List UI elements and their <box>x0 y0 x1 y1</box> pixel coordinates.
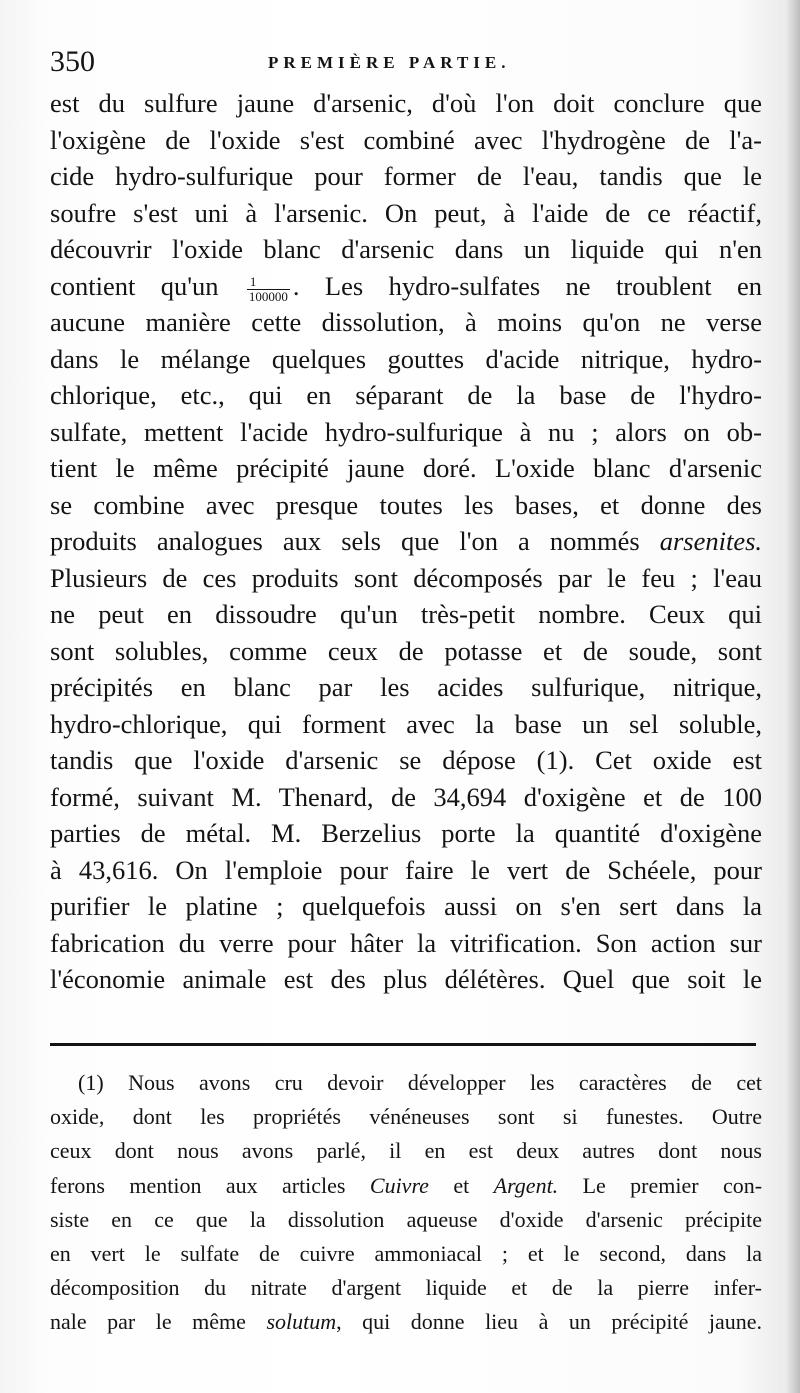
text-line: l'économie animale est des plus délétères. Quel que soit le <box>50 964 762 994</box>
text-line: tandis que l'oxide d'arsenic se dépose (1). Cet oxide est <box>50 745 762 775</box>
footnote-line: en vert le sulfate de cuivre ammoniacal ; et le second, dans la <box>50 1240 762 1266</box>
text-line: formé, suivant M. Thenard, de 34,694 d'oxigène et de 100 <box>50 781 762 812</box>
text-line-with-italic <box>50 523 762 560</box>
page-header <box>50 42 760 82</box>
text-line: dans le mélange quelques gouttes d'acide nitrique, hydro- <box>50 343 762 374</box>
text-line: l'oxigène de l'oxide s'est combiné avec l'hydrogène de l'a- <box>50 124 762 155</box>
text-line: purifier le platine ; quelquefois aussi on s'en sert dans la <box>50 891 762 921</box>
footnote <box>50 1066 762 1340</box>
running-title: PREMIÈRE PARTIE. <box>268 53 511 72</box>
text-line: cide hydro-sulfurique pour former de l'eau, tandis que le <box>50 161 762 191</box>
footnote-separator-rule <box>50 1043 756 1046</box>
text-segment: Le premier con- <box>582 1172 763 1198</box>
page-number: 350 <box>50 45 95 78</box>
text-segment: contient qu'un <box>50 270 219 301</box>
text-line: à 43,616. On l'emploie pour faire le vert de Schéele, pour <box>50 854 762 885</box>
text-line: ne peut en dissoudre qu'un très-petit nombre. Ceux qui <box>50 599 762 629</box>
fraction-denominator: 100000 <box>248 288 288 304</box>
text-line: fabrication du verre pour hâter la vitrification. Son action sur <box>50 927 762 958</box>
text-line-with-fraction <box>50 268 762 305</box>
text-line: sont solubles, comme ceux de potasse et de soude, sont <box>50 635 762 666</box>
text-segment: et <box>453 1172 470 1198</box>
text-line: aucune manière cette dissolution, à moins qu'on ne verse <box>50 307 762 337</box>
text-segment: . Les hydro-sulfates ne troublent en <box>292 270 763 301</box>
text-line: découvrir l'oxide blanc d'arsenic dans un liquide qui n'en <box>50 234 762 264</box>
text-line: chlorique, etc., qui en séparant de la base de l'hydro- <box>50 380 762 410</box>
fraction <box>247 275 290 304</box>
text-line: sulfate, mettent l'acide hydro-sulfurique à nu ; alors on ob- <box>50 416 762 447</box>
footnote-line: décomposition du nitrate d'argent liquide et de la pierre infer- <box>50 1275 762 1301</box>
italic-term: Argent. <box>493 1172 559 1198</box>
page-edge-shadow <box>786 0 800 1393</box>
footnote-line: oxide, dont les propriétés vénéneuses sont si funestes. Outre <box>50 1104 762 1130</box>
italic-term: solutum <box>266 1309 337 1335</box>
footnote-line: (1) Nous avons cru devoir développer les caractères de cet <box>78 1070 762 1095</box>
text-line: soufre s'est uni à l'arsenic. On peut, à l'aide de ce réactif, <box>50 197 762 228</box>
footnote-line: siste en ce que la dissolution aqueuse d'oxide d'arsenic précipite <box>50 1206 762 1232</box>
footnote-line-with-italics <box>50 1169 762 1203</box>
text-line: Plusieurs de ces produits sont décomposés par le feu ; l'eau <box>50 562 762 593</box>
text-line: précipités en blanc par les acides sulfurique, nitrique, <box>50 672 762 702</box>
text-line: tient le même précipité jaune doré. L'oxide blanc d'arsenic <box>50 453 762 483</box>
text-line: se combine avec presque toutes les bases, et donne des <box>50 489 762 520</box>
text-segment: , qui donne lieu à un précipité jaune. <box>336 1309 762 1335</box>
text-segment: produits analogues aux sels que l'on a nommés <box>50 526 640 556</box>
text-line: est du sulfure jaune d'arsenic, d'où l'on doit conclure que <box>50 88 762 118</box>
footnote-line-with-italic <box>50 1305 762 1339</box>
text-segment: nale par le même <box>50 1309 246 1335</box>
text-segment: ferons mention aux articles <box>50 1172 346 1198</box>
main-text <box>50 85 762 998</box>
text-line: hydro-chlorique, qui forment avec la base un sel soluble, <box>50 708 762 739</box>
italic-term: Cuivre <box>369 1172 429 1198</box>
text-line: parties de métal. M. Berzelius porte la quantité d'oxigène <box>50 818 762 848</box>
italic-term: arsenites. <box>659 526 763 556</box>
fraction-numerator: 1 <box>247 275 290 290</box>
footnote-line: ceux dont nous avons parlé, il en est deux autres dont nous <box>50 1138 762 1164</box>
